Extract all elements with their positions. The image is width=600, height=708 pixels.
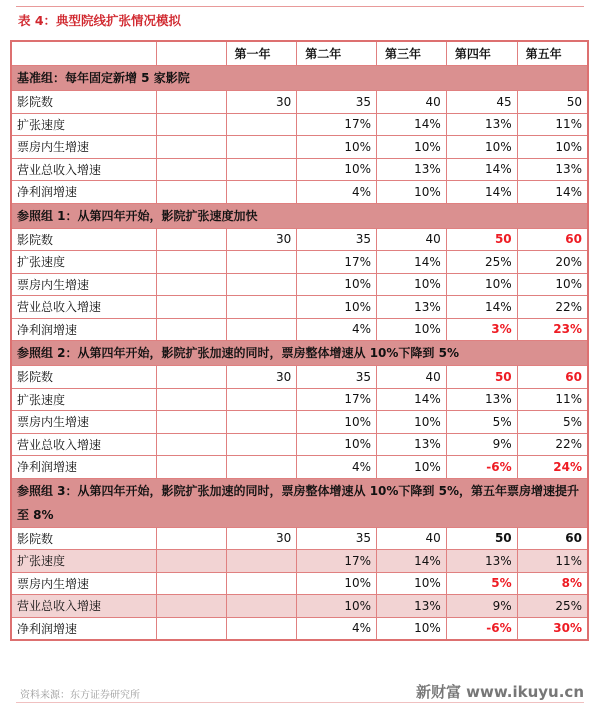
row-label: 扩张速度	[11, 550, 156, 573]
value-cell	[156, 617, 226, 640]
value-cell	[156, 251, 226, 274]
value-cell	[156, 273, 226, 296]
value-cell: 11%	[517, 113, 588, 136]
value-cell: 17%	[297, 388, 377, 411]
group-title: 参照组 3：从第四年开始，影院扩张加速的同时，票房整体增速从 10%下降到 5%，第五年票房增速提升至 8%	[11, 478, 588, 527]
value-cell: 35	[297, 527, 377, 550]
group-title: 基准组：每年固定新增 5 家影院	[11, 66, 588, 91]
value-cell: 30%	[517, 617, 588, 640]
value-cell	[156, 595, 226, 618]
value-cell: 10%	[377, 273, 447, 296]
simulation-table	[10, 40, 589, 641]
table-row	[11, 273, 588, 296]
row-label: 净利润增速	[11, 456, 156, 479]
table-title: 表 4：典型院线扩张情况模拟	[18, 13, 182, 28]
table-row	[11, 91, 588, 114]
value-cell: 10%	[517, 136, 588, 159]
value-cell	[226, 411, 297, 434]
value-cell: 10%	[297, 296, 377, 319]
value-cell: 5%	[517, 411, 588, 434]
header-cell: 第一年	[226, 41, 297, 66]
value-cell: 13%	[446, 388, 517, 411]
value-cell: 35	[297, 366, 377, 389]
value-cell: 10%	[377, 136, 447, 159]
value-cell	[226, 113, 297, 136]
value-cell: 8%	[517, 572, 588, 595]
value-cell	[156, 433, 226, 456]
value-cell: 4%	[297, 456, 377, 479]
value-cell: 9%	[446, 433, 517, 456]
value-cell: 30	[226, 91, 297, 114]
value-cell: 10%	[377, 617, 447, 640]
value-cell: 13%	[446, 113, 517, 136]
value-cell	[156, 456, 226, 479]
row-label: 净利润增速	[11, 617, 156, 640]
value-cell: 10%	[377, 411, 447, 434]
table-row	[11, 433, 588, 456]
header-cell	[11, 41, 156, 66]
value-cell	[226, 572, 297, 595]
header-row	[11, 41, 588, 66]
table-row	[11, 113, 588, 136]
value-cell: 10%	[297, 595, 377, 618]
table-row	[11, 595, 588, 618]
value-cell: 10%	[517, 273, 588, 296]
row-label: 影院数	[11, 366, 156, 389]
value-cell	[226, 181, 297, 204]
top-rule	[16, 6, 584, 7]
value-cell: 40	[377, 527, 447, 550]
value-cell: 10%	[377, 318, 447, 341]
value-cell	[226, 456, 297, 479]
watermark: 新财富 www.ikuyu.cn	[415, 683, 584, 701]
value-cell: 13%	[377, 595, 447, 618]
bottom-rule	[16, 702, 584, 703]
value-cell	[156, 136, 226, 159]
table-row	[11, 527, 588, 550]
value-cell: 22%	[517, 433, 588, 456]
table-row	[11, 388, 588, 411]
header-cell: 第五年	[517, 41, 588, 66]
header-cell: 第三年	[377, 41, 447, 66]
table-row	[11, 550, 588, 573]
value-cell	[226, 136, 297, 159]
value-cell: -6%	[446, 617, 517, 640]
value-cell	[226, 273, 297, 296]
header-cell: 第二年	[297, 41, 377, 66]
value-cell: 25%	[517, 595, 588, 618]
value-cell	[226, 388, 297, 411]
value-cell: 14%	[517, 181, 588, 204]
value-cell: 40	[377, 228, 447, 251]
value-cell	[156, 527, 226, 550]
value-cell: 50	[446, 228, 517, 251]
table-row	[11, 296, 588, 319]
value-cell: 13%	[446, 550, 517, 573]
row-label: 扩张速度	[11, 113, 156, 136]
value-cell: 4%	[297, 617, 377, 640]
row-label: 净利润增速	[11, 318, 156, 341]
value-cell: 40	[377, 366, 447, 389]
value-cell: 30	[226, 366, 297, 389]
value-cell: 10%	[297, 136, 377, 159]
value-cell	[226, 595, 297, 618]
value-cell: 50	[517, 91, 588, 114]
value-cell	[156, 91, 226, 114]
row-label: 净利润增速	[11, 181, 156, 204]
table-row	[11, 572, 588, 595]
table-row	[11, 456, 588, 479]
value-cell: 30	[226, 228, 297, 251]
table-row	[11, 411, 588, 434]
value-cell	[156, 113, 226, 136]
row-label: 营业总收入增速	[11, 595, 156, 618]
value-cell: 35	[297, 91, 377, 114]
value-cell	[226, 158, 297, 181]
table-row	[11, 617, 588, 640]
row-label: 影院数	[11, 91, 156, 114]
row-label: 营业总收入增速	[11, 433, 156, 456]
value-cell: 5%	[446, 411, 517, 434]
value-cell	[156, 296, 226, 319]
table-row	[11, 136, 588, 159]
header-cell: 第四年	[446, 41, 517, 66]
value-cell: 4%	[297, 181, 377, 204]
value-cell	[226, 550, 297, 573]
value-cell: 3%	[446, 318, 517, 341]
table-row	[11, 181, 588, 204]
value-cell: 13%	[517, 158, 588, 181]
value-cell: 25%	[446, 251, 517, 274]
value-cell: 10%	[297, 572, 377, 595]
value-cell: 14%	[377, 550, 447, 573]
value-cell: 5%	[446, 572, 517, 595]
value-cell: 40	[377, 91, 447, 114]
value-cell	[156, 572, 226, 595]
value-cell: 10%	[377, 572, 447, 595]
value-cell: 14%	[377, 251, 447, 274]
value-cell: 45	[446, 91, 517, 114]
value-cell: -6%	[446, 456, 517, 479]
group-header-row	[11, 66, 588, 91]
value-cell: 13%	[377, 433, 447, 456]
value-cell: 35	[297, 228, 377, 251]
value-cell: 17%	[297, 251, 377, 274]
value-cell: 10%	[297, 273, 377, 296]
value-cell: 10%	[446, 273, 517, 296]
value-cell	[156, 158, 226, 181]
value-cell: 20%	[517, 251, 588, 274]
value-cell: 17%	[297, 550, 377, 573]
row-label: 票房内生增速	[11, 411, 156, 434]
row-label: 营业总收入增速	[11, 296, 156, 319]
value-cell: 14%	[377, 113, 447, 136]
value-cell	[226, 433, 297, 456]
source-note: 资料来源：东方证券研究所	[20, 690, 140, 701]
value-cell: 10%	[297, 411, 377, 434]
value-cell: 14%	[446, 158, 517, 181]
row-label: 票房内生增速	[11, 572, 156, 595]
value-cell	[226, 251, 297, 274]
value-cell	[156, 388, 226, 411]
value-cell	[156, 550, 226, 573]
value-cell: 11%	[517, 550, 588, 573]
table-row	[11, 228, 588, 251]
group-header-row	[11, 478, 588, 527]
value-cell	[226, 617, 297, 640]
value-cell: 10%	[446, 136, 517, 159]
value-cell	[226, 318, 297, 341]
value-cell: 60	[517, 366, 588, 389]
header-cell	[156, 41, 226, 66]
value-cell: 9%	[446, 595, 517, 618]
value-cell: 60	[517, 228, 588, 251]
value-cell: 10%	[377, 456, 447, 479]
value-cell: 10%	[297, 433, 377, 456]
value-cell: 14%	[446, 181, 517, 204]
row-label: 营业总收入增速	[11, 158, 156, 181]
value-cell: 50	[446, 366, 517, 389]
value-cell: 4%	[297, 318, 377, 341]
value-cell: 50	[446, 527, 517, 550]
value-cell	[156, 411, 226, 434]
table-row	[11, 251, 588, 274]
value-cell: 24%	[517, 456, 588, 479]
group-header-row	[11, 203, 588, 228]
row-label: 影院数	[11, 527, 156, 550]
value-cell	[156, 318, 226, 341]
row-label: 票房内生增速	[11, 136, 156, 159]
value-cell: 13%	[377, 296, 447, 319]
row-label: 扩张速度	[11, 388, 156, 411]
value-cell: 14%	[446, 296, 517, 319]
value-cell: 10%	[377, 181, 447, 204]
group-header-row	[11, 341, 588, 366]
table-row	[11, 366, 588, 389]
value-cell	[156, 181, 226, 204]
value-cell	[226, 296, 297, 319]
value-cell: 60	[517, 527, 588, 550]
value-cell: 23%	[517, 318, 588, 341]
row-label: 扩张速度	[11, 251, 156, 274]
value-cell: 17%	[297, 113, 377, 136]
row-label: 票房内生增速	[11, 273, 156, 296]
value-cell: 14%	[377, 388, 447, 411]
value-cell: 11%	[517, 388, 588, 411]
value-cell: 13%	[377, 158, 447, 181]
row-label: 影院数	[11, 228, 156, 251]
group-title: 参照组 1：从第四年开始，影院扩张速度加快	[11, 203, 588, 228]
value-cell: 30	[226, 527, 297, 550]
value-cell	[156, 366, 226, 389]
group-title: 参照组 2：从第四年开始，影院扩张加速的同时，票房整体增速从 10%下降到 5%	[11, 341, 588, 366]
value-cell: 10%	[297, 158, 377, 181]
value-cell	[156, 228, 226, 251]
table-row	[11, 158, 588, 181]
table-row	[11, 318, 588, 341]
value-cell: 22%	[517, 296, 588, 319]
